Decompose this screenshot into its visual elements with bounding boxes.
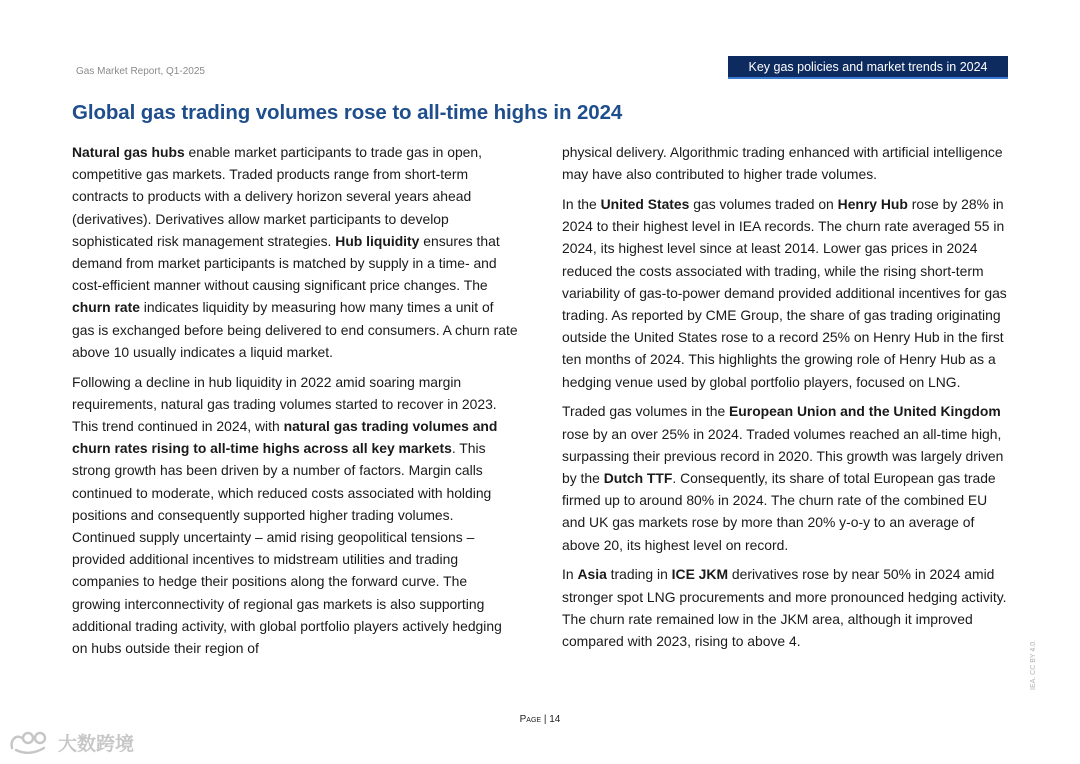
bold-text: natural gas trading volumes and churn rates rising to all-time highs across all key markets xyxy=(72,418,498,457)
paragraph xyxy=(562,400,1008,555)
watermark-text: 大数跨境 xyxy=(58,733,135,755)
text-run: rose by 28% in 2024 to their highest level in IEA records. The churn rate averaged 55 in 2024, its highest level since at least 2014. Lower gas prices in 2024 reduced the costs associated with trading, while the rising short-term variability of gas-to-power demand provided additional incentives for gas trading. As reported by CME Group, the share of gas trading originating outside the United States rose to a record 25% on Henry Hub in the first ten months of 2024. This highlights the growing role of Henry Hub as a hedging venue used by global portfolio players, focused on LNG. xyxy=(562,196,1007,390)
text-run: Following a decline in hub liquidity in 2022 amid soaring margin requirements, natural gas trading volumes started to recover in 2023. This trend continued in 2024, with xyxy=(72,373,497,435)
paragraph xyxy=(562,193,1008,393)
bold-text: Natural gas hubs xyxy=(72,144,185,160)
paragraph xyxy=(562,563,1008,652)
text-run: gas volumes traded on xyxy=(689,196,838,212)
text-run: indicates liquidity by measuring how many times a unit of gas is exchanged before being delivered to end consumers. A churn rate above 10 usually indicates a liquid market. xyxy=(72,299,518,360)
bold-text: churn rate xyxy=(72,299,140,316)
left-column xyxy=(72,141,518,667)
text-run: Traded gas volumes in the xyxy=(562,403,730,420)
text-run: In xyxy=(562,566,578,583)
page-separator: | xyxy=(543,714,550,725)
text-run: enable market participants to trade gas in open, competitive gas markets. Traded products range from short-term contracts to products with a delivery horizon several years ahead (derivatives). Derivatives allow market participants to develop sophisticated risk management strategies. xyxy=(72,144,482,249)
bold-text: Dutch TTF xyxy=(603,470,673,487)
bold-text: Asia xyxy=(577,566,607,583)
license-note: IEA. CC BY 4.0. xyxy=(1030,639,1037,690)
page-title: Global gas trading volumes rose to all-time highs in 2024 xyxy=(72,101,623,124)
section-badge: Key gas policies and market trends in 2024 xyxy=(728,56,1008,79)
bold-text: Henry Hub xyxy=(837,196,908,212)
text-run: ensures that demand from market participants is matched by supply in a time- and cost-efficient manner without causing significant price changes. The xyxy=(72,232,500,294)
watermark xyxy=(8,728,134,756)
text-run: trading in xyxy=(606,566,672,583)
text-run: In the xyxy=(562,196,601,212)
text-run: . This strong growth has been driven by a number of factors. Margin calls continued to moderate, which reduced costs associated with holding positions and consequently supported higher trading volumes. Continued supply uncertainty – amid rising geopolitical tensions – provided additional incentives to midstream utilities and trading companies to hedge their positions along the forward curve. The growing interconnectivity of regional gas markets is also supporting additional trading activity, with global portfolio players actively hedging on hubs outside their region of xyxy=(72,440,502,657)
bold-text: Hub liquidity xyxy=(335,232,420,249)
watermark-logo-icon xyxy=(8,728,52,756)
bold-text: European Union and the United Kingdom xyxy=(729,403,1001,420)
text-run: physical delivery. Algorithmic trading enhanced with artificial intelligence may have also contributed to higher trade volumes. xyxy=(562,144,1003,183)
page-number: 14 xyxy=(549,714,561,725)
text-run: rose by an over 25% in 2024. Traded volumes reached an all-time high, surpassing their previous record in 2020. This growth was largely driven by the xyxy=(562,425,1004,487)
right-column xyxy=(562,141,1008,660)
bold-text: ICE JKM xyxy=(671,566,729,583)
paragraph xyxy=(562,141,1008,185)
report-name: Gas Market Report, Q1-2025 xyxy=(76,66,205,77)
paragraph xyxy=(72,141,518,363)
page-footer xyxy=(0,714,1080,725)
paragraph xyxy=(72,371,518,660)
bold-text: United States xyxy=(600,196,690,212)
text-run: derivatives rose by near 50% in 2024 amid stronger spot LNG procurements and more pronounced hedging activity. The churn rate remained low in the JKM area, although it improved compared with 2023, rising to above 4. xyxy=(562,566,1007,650)
text-run: . Consequently, its share of total European gas trade firmed up to around 80% in 2024. The churn rate of the combined EU and UK gas markets rose by more than 20% y-o-y to an average of above 20, its highest level on record. xyxy=(562,470,996,553)
page-label: Page xyxy=(519,714,542,725)
